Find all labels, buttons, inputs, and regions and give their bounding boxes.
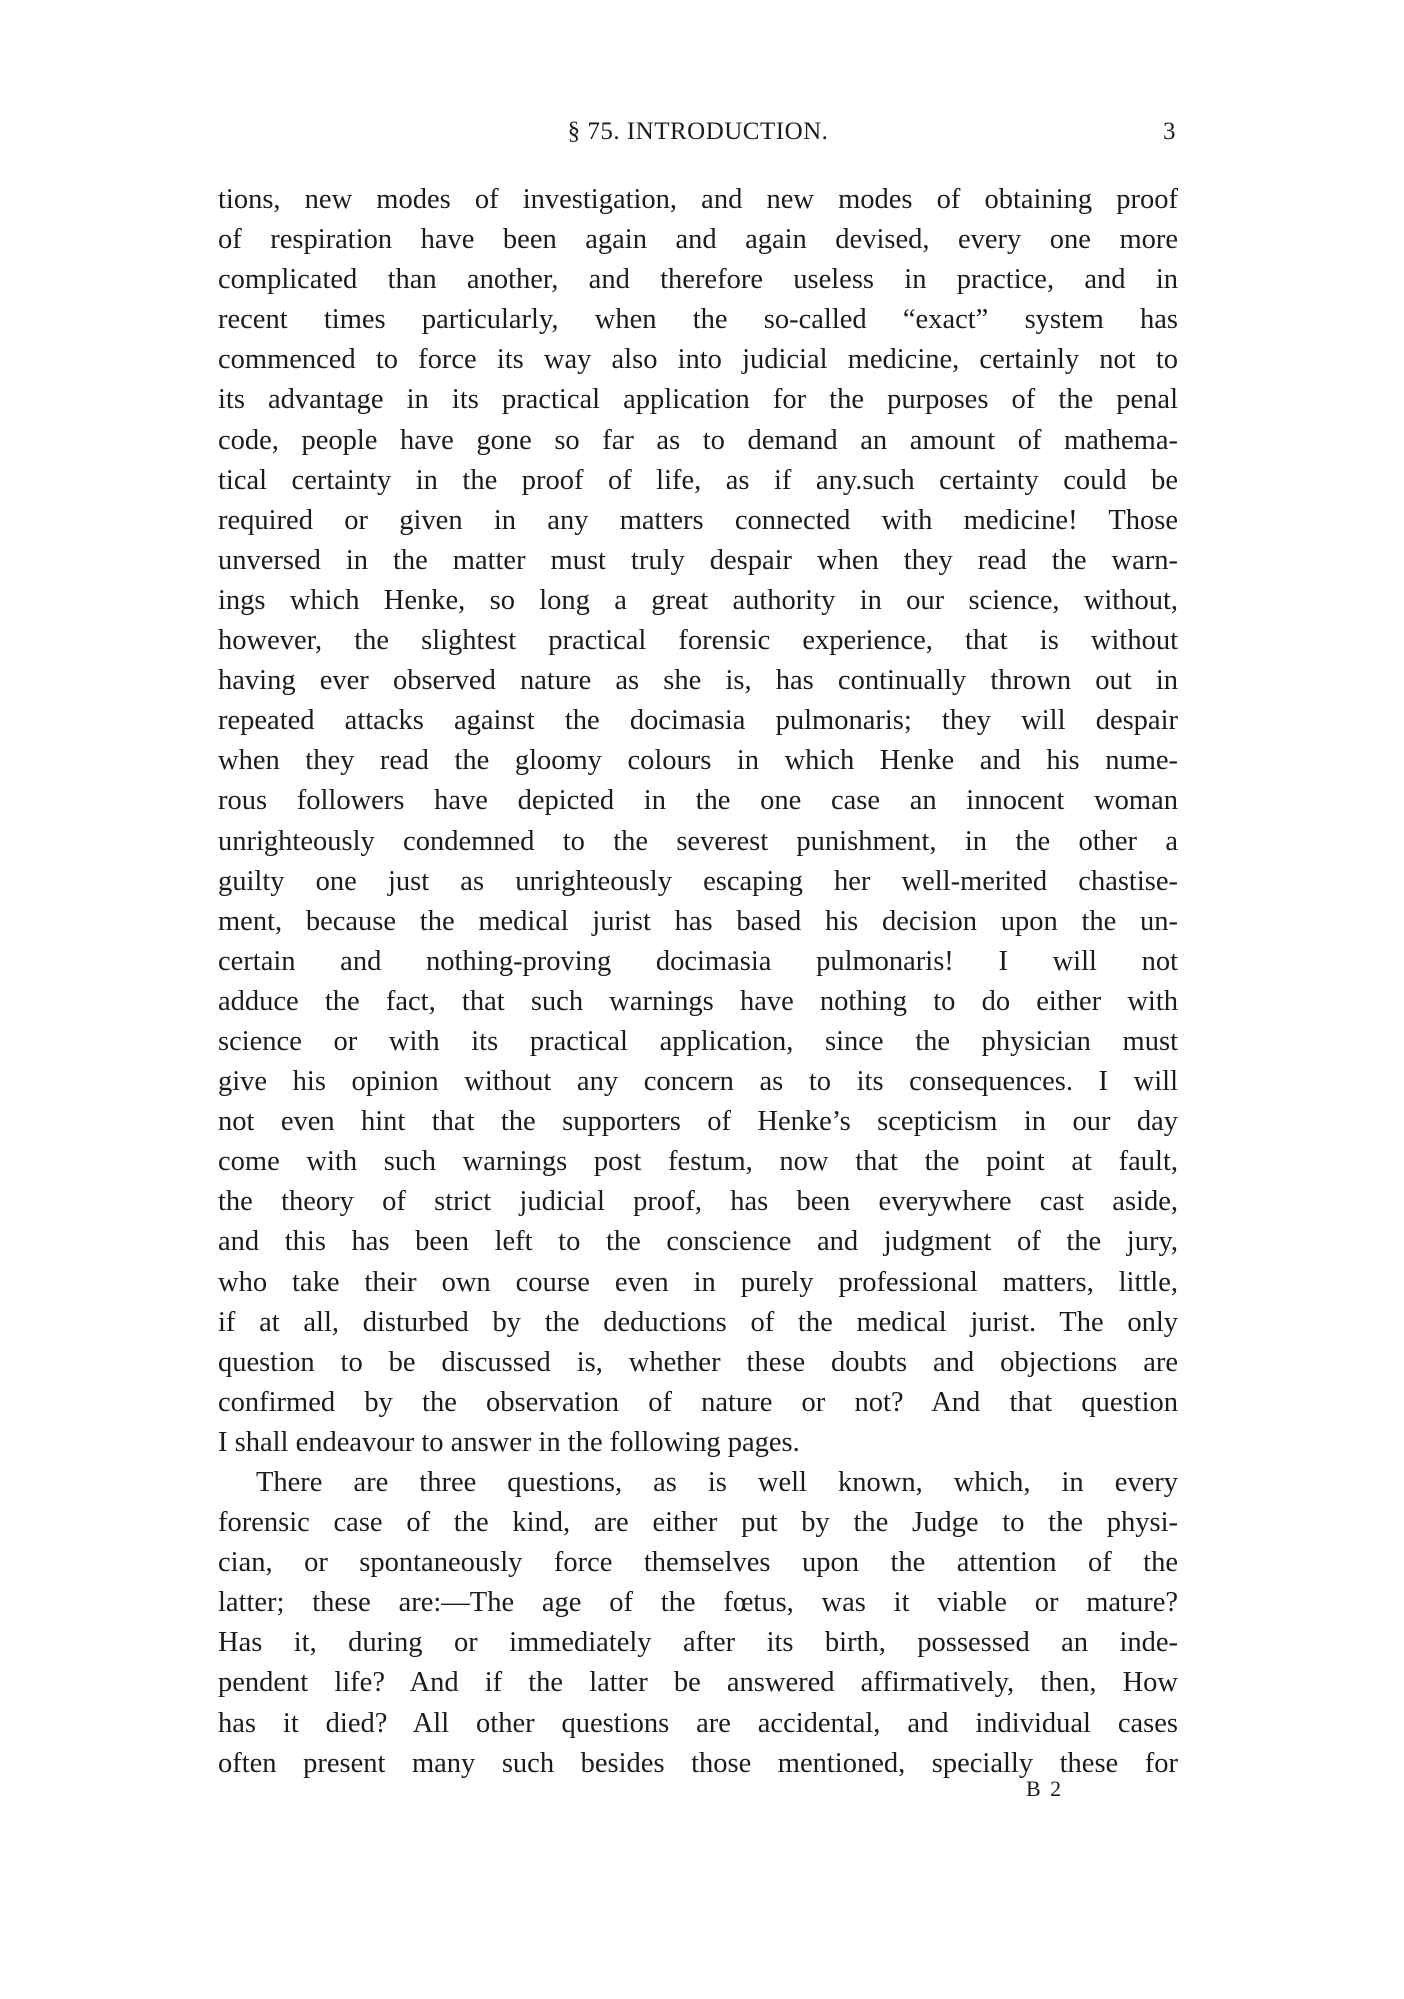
text-line: of respiration have been again and again devised, every one more [218, 224, 1178, 256]
text-line: tions, new modes of investigation, and new modes of obtaining proof [218, 184, 1178, 215]
text-line: not even hint that the supporters of Henke’s scepticism in our day [218, 1106, 1178, 1138]
text-line: when they read the gloomy colours in which Henke and his nume- [218, 745, 1178, 777]
text-line: come with such warnings post festum, now that the point at fault, [218, 1146, 1178, 1178]
running-head [218, 118, 1178, 158]
text-line: if at all, disturbed by the deductions of the medical jurist. The only [218, 1306, 1178, 1338]
text-line: forensic case of the kind, are either put by the Judge to the physi- [218, 1507, 1178, 1539]
text-line: guilty one just as unrighteously escaping her well-merited chastise- [218, 865, 1178, 897]
text-line: I shall endeavour to answer in the following pages. [218, 1426, 800, 1458]
text-line: has it died? All other questions are accidental, and individual cases [218, 1707, 1178, 1739]
text-line: unversed in the matter must truly despair when they read the warn- [218, 544, 1178, 576]
text-line: There are three questions, as is well known, which, in every [256, 1467, 1178, 1498]
text-line: certain and nothing-proving docimasia pulmonaris! I will not [218, 945, 1178, 977]
text-line: the theory of strict judicial proof, has been everywhere cast aside, [218, 1186, 1178, 1218]
text-line: latter; these are:—The age of the fœtus, was it viable or mature? [218, 1587, 1178, 1619]
text-line: Has it, during or immediately after its birth, possessed an inde- [218, 1627, 1178, 1659]
text-line: complicated than another, and therefore useless in practice, and in [218, 264, 1178, 296]
text-line: and this has been left to the conscience and judgment of the jury, [218, 1226, 1178, 1258]
text-line: ment, because the medical jurist has based his decision upon the un- [218, 905, 1178, 937]
text-line: its advantage in its practical application for the purposes of the penal [218, 384, 1178, 416]
text-line: often present many such besides those mentioned, specially these for [218, 1747, 1178, 1779]
text-line: required or given in any matters connected with medicine! Those [218, 504, 1178, 536]
text-line: having ever observed nature as she is, has continually thrown out in [218, 665, 1178, 697]
text-line: adduce the fact, that such warnings have nothing to do either with [218, 985, 1178, 1017]
text-line: code, people have gone so far as to demand an amount of mathema- [218, 424, 1178, 456]
text-line: ings which Henke, so long a great authority in our science, without, [218, 584, 1178, 616]
text-line: who take their own course even in purely professional matters, little, [218, 1266, 1178, 1298]
text-line: pendent life? And if the latter be answered affirmatively, then, How [218, 1667, 1178, 1699]
text-line: rous followers have depicted in the one case an innocent woman [218, 785, 1178, 817]
text-line: tical certainty in the proof of life, as if any.such certainty could be [218, 464, 1178, 496]
text-line: cian, or spontaneously force themselves upon the attention of the [218, 1547, 1178, 1579]
signature-mark: B 2 [1026, 1776, 1064, 1801]
text-line: question to be discussed is, whether these doubts and objections are [218, 1346, 1178, 1378]
body-text [218, 180, 1178, 1784]
text-line: unrighteously condemned to the severest punishment, in the other a [218, 825, 1178, 857]
text-line: commenced to force its way also into judicial medicine, certainly not to [218, 344, 1178, 376]
text-line: give his opinion without any concern as to its consequences. I will [218, 1066, 1178, 1098]
page-number: 3 [1163, 118, 1176, 145]
text-line: science or with its practical application, since the physician must [218, 1025, 1178, 1057]
text-line: recent times particularly, when the so-called “exact” system has [218, 304, 1178, 336]
running-title: § 75. INTRODUCTION. [567, 118, 829, 145]
text-line: repeated attacks against the docimasia pulmonaris; they will despair [218, 705, 1178, 737]
text-line: however, the slightest practical forensic experience, that is without [218, 625, 1178, 657]
text-line: confirmed by the observation of nature or not? And that question [218, 1386, 1178, 1418]
